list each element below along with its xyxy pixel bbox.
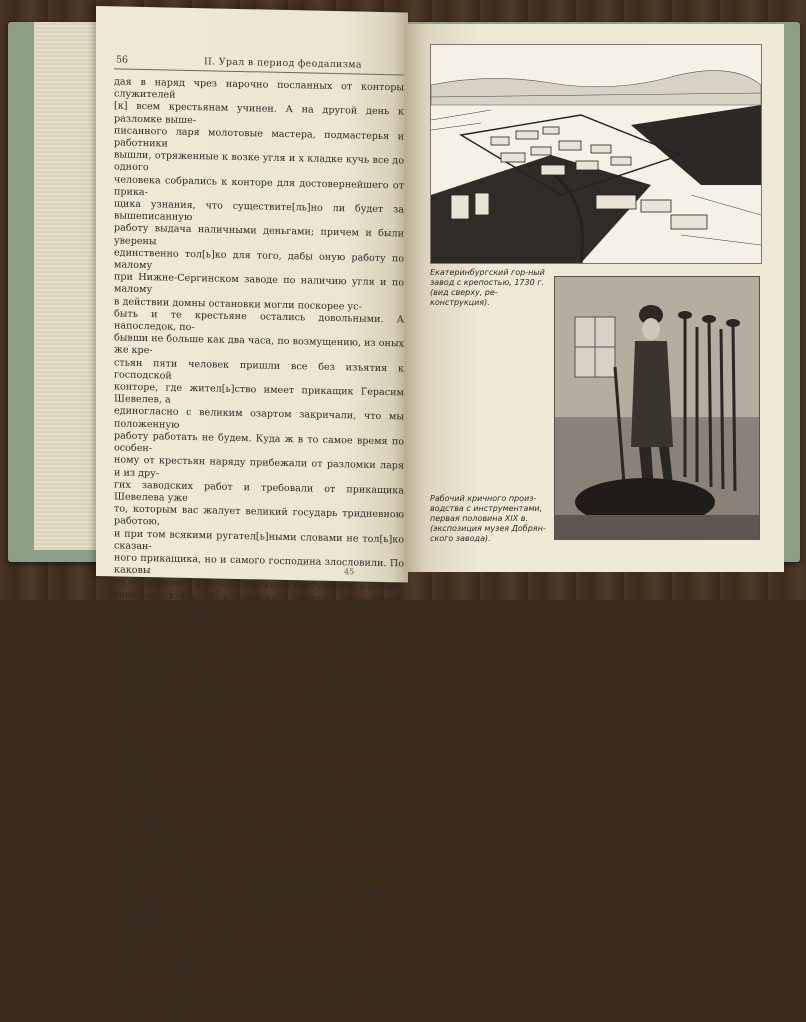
text-line: ному от крестьян наряду прибежали от разломки ларя и из дру- xyxy=(114,454,404,479)
signature-number: 45 xyxy=(344,567,355,577)
text-line: таковых взять под стражу, отчего возмущение прикащик и прика- xyxy=(114,588,404,615)
text-line: вышли, отряженные к возке угля и х кладке кучь все до одного xyxy=(114,149,404,174)
text-line: служителями взяты в контору два человека для отсылки к за- xyxy=(114,832,404,858)
text-line: отличность его под стражу взятые не были. По приезде ж xyxy=(114,784,404,808)
text-line: конному суждению, а три человека неизвестно куда учинили xyxy=(114,857,404,882)
text-line: быть и те крестьяне остались довольными. А напоследок, по- xyxy=(114,308,404,334)
text-line: ного прикащика, но и самого господина злословили. По каковы xyxy=(114,552,404,577)
worker-photo-drawing xyxy=(555,277,759,539)
text-line: но, и находящися у разломки палками, словом сказать, ино- xyxy=(114,967,404,991)
text-line: лось тогда крестьяне и ныне также находятся по своей воле ко- xyxy=(114,710,404,736)
text-line: человека под стражу выпущены не будут, то последовать может xyxy=(114,918,404,944)
running-head xyxy=(114,54,404,75)
worker-caption: Рабочий кричного произ-водства с инструментами, первая половина XIX в. (экспозиция музея Добрян-ского завода). xyxy=(430,494,546,543)
text-line: бывши не больше как два часа, по возмущению, из оных же кре- xyxy=(114,332,404,357)
text-line: дая в наряд чрез нарочно посланных от конторы служителей xyxy=(114,76,404,101)
text-line: вать. А как ево именованного в Екатеринбург в Сергинских заводах xyxy=(114,662,404,688)
text-line: при Нижне-Сергинском заводе по наличию угля и по малому xyxy=(114,271,404,296)
text-line: гих заводских работ и требовали от прикащика Шевелева уже xyxy=(114,479,404,504)
text-line: стьян пяти человек пришли все без изъятия к господской xyxy=(114,357,404,382)
text-line: человека собрались к конторе для достовернейшего от прика- xyxy=(114,174,404,198)
text-line: единогласно с великим озартом закричали, что мы положенную xyxy=(114,405,404,431)
text-line: и при том всякими ругател[ь]ными словами не тол[ь]ко сказан- xyxy=(114,527,404,552)
body-text xyxy=(114,76,404,1022)
text-line: писанного ларя молотовые мастера, подмастерья и работники xyxy=(114,125,404,150)
text-line: дерские не поступки подходят к законному суждению, то по по- xyxy=(114,759,404,784)
text-line: не избавился из их рук, то бы, богу известно, чтоб могло и последо- xyxy=(114,637,404,663)
text-line: работу выдача наличными деньгами; причем и были уверены xyxy=(114,222,404,247)
text-line: тор[е] непослушными, а которые за возмущение и за разные xyxy=(114,735,404,760)
text-line: ное в Екатеринбург в Сергинских заводах не было и отлучи- xyxy=(114,686,404,711)
text-line: побег. Узнав же о том, что в бегах находятся, ис оных xyxy=(114,881,391,899)
fortress-drawing xyxy=(431,45,761,263)
text-line: то, которым вас жалует великий государь тридневною работою, xyxy=(114,503,404,528)
page-number: 56 xyxy=(116,54,129,66)
text-line: в какой работе ни был и чем работал, тот с тем и пришел. Коих xyxy=(114,991,404,1017)
fortress-illustration xyxy=(430,44,762,264)
chapter-title: II. Урал в период феодализма xyxy=(204,56,362,71)
fortress-caption: Екатеринбургский гор-ный завод с крепостью, 1730 г. (вид сверху, ре-конструкция). xyxy=(430,268,545,307)
worker-photograph xyxy=(554,276,760,540)
right-page xyxy=(404,24,784,572)
text-line: контору, их и самого прикащика избили безчеловечно; есть ли xyxy=(114,613,404,638)
text-line: в действии домны остановки могли поскорее ус- xyxy=(114,296,362,313)
left-page xyxy=(96,6,408,1017)
text-line: худое. А напоследок оставя работы пришли все к конторе насиль- xyxy=(114,942,404,968)
text-line: конторе, где жител[ь]ство имеет прикащик Герасим Шевелев, а xyxy=(114,381,404,406)
text-line: щика узнания, что существите[ль]но ли будет за вышеписанную xyxy=(114,198,404,224)
text-line: на завод 5-го числа сего июля и были нарочно посланными xyxy=(114,808,404,834)
text-line: человека с таковым об[ь]яснением: есть ли де посаженные ими xyxy=(114,893,404,920)
text-line: [к] всем крестьянам учинен. А на другой день к разломке выше- xyxy=(114,100,404,126)
text-line: единственно тол[ь]ко для того, дабы оную работу по малому xyxy=(114,247,404,272)
text-line: их ослушанием и похабническими поступками, а более xyxy=(114,576,398,594)
text-line: работу работать не будем. Куда ж в то самое время по особен- xyxy=(114,430,404,455)
